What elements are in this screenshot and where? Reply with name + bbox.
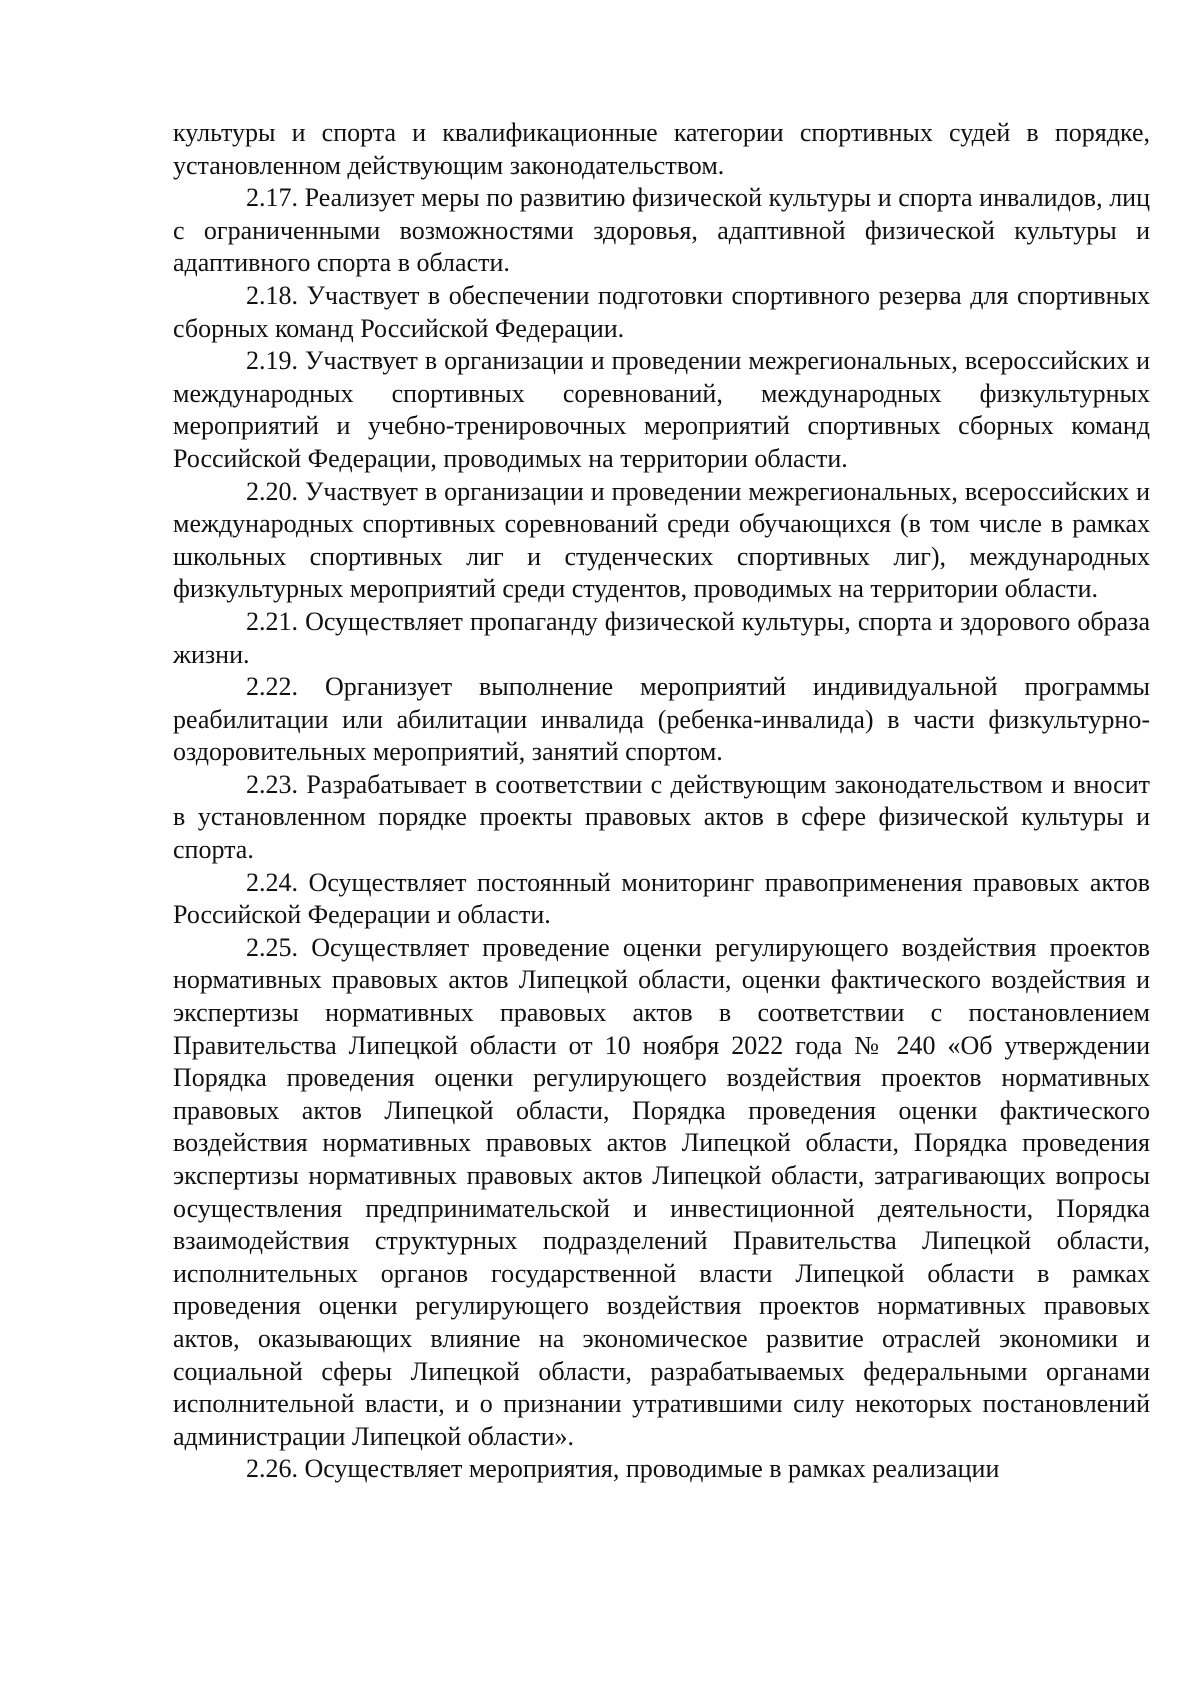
paragraph-2-19: 2.19. Участвует в организации и проведении межрегиональных, всероссийских и международных спортивных соревнований, международных физкультурных мероприятий и учебно-тренировочных мероприятий спортивных сборных команд Российской Федерации, проводимых на территории области. — [173, 346, 1150, 473]
paragraph-2-24: 2.24. Осуществляет постоянный мониторинг правоприменения правовых актов Российской Федерации и области. — [173, 867, 1150, 930]
paragraph-2-25: 2.25. Осуществляет проведение оценки регулирующего воздействия проектов нормативных правовых актов Липецкой области, оценки фактического воздействия и экспертизы нормативных правовых актов в соответствии с постановлением Правительства Липецкой области от 10 ноября 2022 года № 240 «Об утверждении Порядка проведения оценки регулирующего воздействия проектов нормативных правовых актов Липецкой области, Порядка проведения оценки фактического воздействия нормативных правовых актов Липецкой области, Порядка проведения экспертизы нормативных правовых актов Липецкой области, затрагивающих вопросы осуществления предпринимательской и инвестиционной деятельности, Порядка взаимодействия структурных подразделений Правительства Липецкой области, исполнительных органов государственной власти Липецкой области в рамках проведения оценки регулирующего воздействия проектов нормативных правовых актов, оказывающих влияние на экономическое развитие отраслей экономики и социальной сферы Липецкой области, разрабатываемых федеральными органами исполнительной власти, и о признании утратившими силу некоторых постановлений администрации Липецкой области». — [173, 932, 1150, 1451]
paragraph-2-17: 2.17. Реализует меры по развитию физической культуры и спорта инвалидов, лиц с ограниченными возможностями здоровья, адаптивной физической культуры и адаптивного спорта в области. — [173, 183, 1150, 278]
paragraph-2-20: 2.20. Участвует в организации и проведении межрегиональных, всероссийских и международных спортивных соревнований среди обучающихся (в том числе в рамках школьных спортивных лиг и студенческих спортивных лиг), международных физкультурных мероприятий среди студентов, проводимых на территории области. — [173, 476, 1150, 604]
document-page — [173, 117, 1150, 1486]
paragraph-continuation: культуры и спорта и квалификационные категории спортивных судей в порядке, установленном действующим законодательством. — [173, 118, 1150, 180]
paragraph-2-23: 2.23. Разрабатывает в соответствии с действующим законодательством и вносит в установленном порядке проекты правовых актов в сфере физической культуры и спорта. — [173, 769, 1150, 865]
paragraph-2-26: 2.26. Осуществляет мероприятия, проводимые в рамках реализации — [246, 1454, 1000, 1484]
paragraph-2-21: 2.21. Осуществляет пропаганду физической культуры, спорта и здорового образа жизни. — [173, 606, 1150, 669]
paragraph-2-22: 2.22. Организует выполнение мероприятий индивидуальной программы реабилитации или абилитации инвалида (ребенка-инвалида) в части физкультурно-оздоровительных мероприятий, занятий спортом. — [173, 672, 1150, 767]
paragraph-2-18: 2.18. Участвует в обеспечении подготовки спортивного резерва для спортивных сборных команд Российской Федерации. — [173, 280, 1150, 343]
